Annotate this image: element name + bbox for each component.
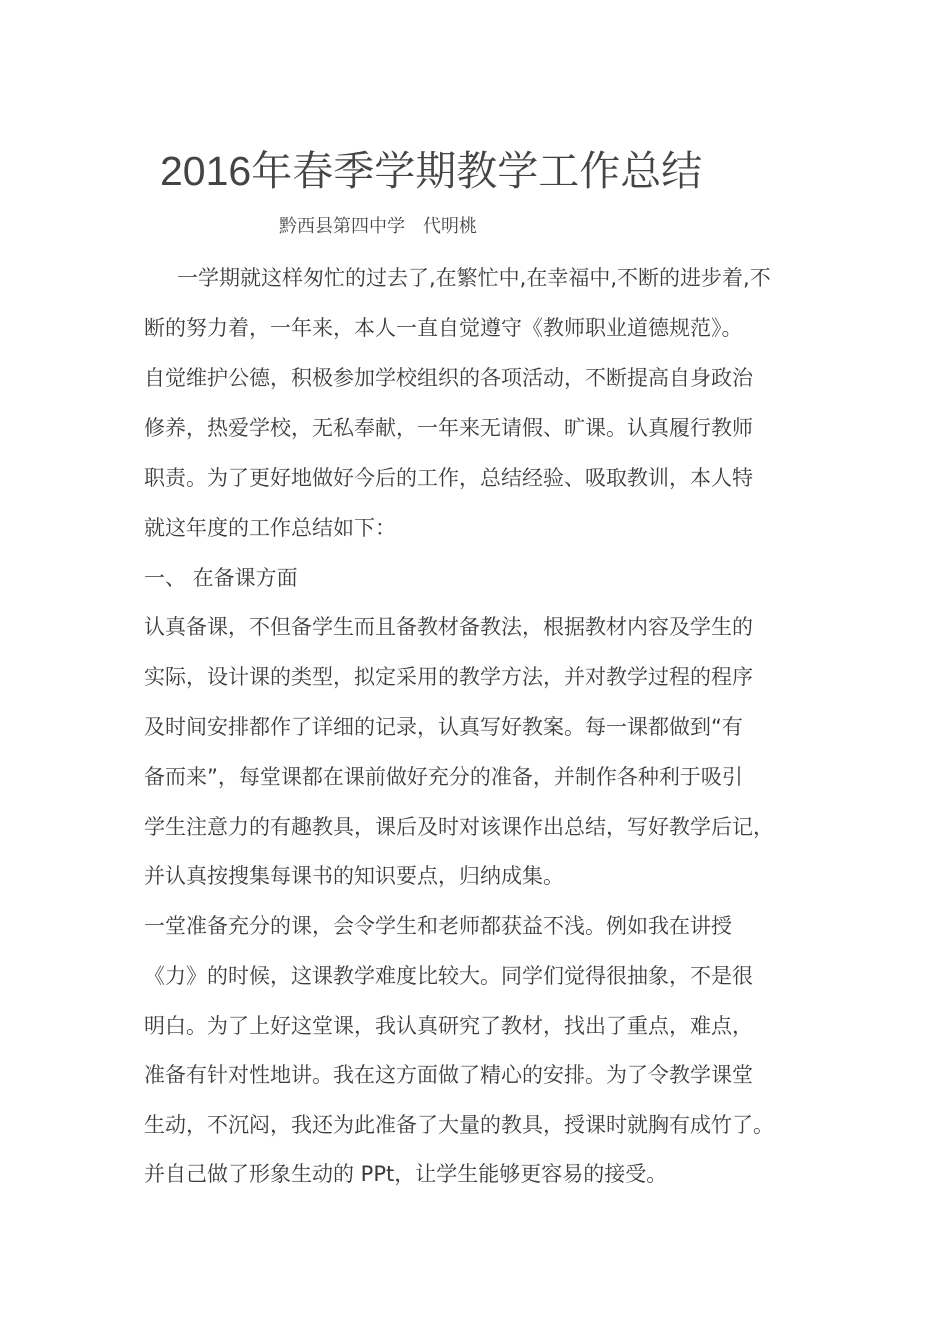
body-line: 及时间安排都作了详细的记录，认真写好教案。每一课都做到“有 (144, 715, 743, 739)
body-line: 明白。为了上好这堂课，我认真研究了教材，找出了重点，难点， (144, 1014, 753, 1038)
body-line: 一学期就这样匆忙的过去了,在繁忙中,在幸福中,不断的进步着,不 (177, 266, 771, 290)
body-line: 备而来”，每堂课都在课前做好充分的准备，并制作各种利于吸引 (144, 765, 743, 789)
section-heading: 一、 在备课方面 (144, 566, 298, 590)
body-line: 学生注意力的有趣教具，课后及时对该课作出总结，写好教学后记， (144, 815, 774, 839)
body-line: 断的努力着，一年来，本人一直自觉遵守《教师职业道德规范》。 (144, 316, 743, 340)
body-line: 修养，热爱学校，无私奉献，一年来无请假、旷课。认真履行教师 (144, 416, 753, 440)
body-line: 自觉维护公德，积极参加学校组织的各项活动，不断提高自身政治 (144, 366, 753, 390)
author-line (279, 212, 477, 238)
body-line: 《力》的时候，这课教学难度比较大。同学们觉得很抽象，不是很 (144, 964, 753, 988)
body-line: 实际，设计课的类型，拟定采用的教学方法，并对教学过程的程序 (144, 665, 753, 689)
body-line: 生动，不沉闷，我还为此准备了大量的教具，授课时就胸有成竹了。 (144, 1113, 774, 1137)
body-line: 并自己做了形象生动的 PPt，让学生能够更容易的接受。 (144, 1162, 668, 1186)
body-line: 一堂准备充分的课，会令学生和老师都获益不浅。例如我在讲授 (144, 914, 732, 938)
body-line: 就这年度的工作总结如下： (144, 516, 396, 540)
body-line: 认真备课，不但备学生而且备教材备教法，根据教材内容及学生的 (144, 615, 753, 639)
body-line: 职责。为了更好地做好今后的工作，总结经验、吸取教训，本人特 (144, 466, 753, 490)
body-line: 准备有针对性地讲。我在这方面做了精心的安排。为了令教学课堂 (144, 1063, 753, 1087)
document-title: 2016年春季学期教学工作总结 (160, 148, 703, 194)
school-name: 黔西县第四中学 (279, 216, 405, 237)
body-line: 并认真按搜集每课书的知识要点，归纳成集。 (144, 864, 564, 888)
author-name: 代明桃 (423, 216, 477, 237)
